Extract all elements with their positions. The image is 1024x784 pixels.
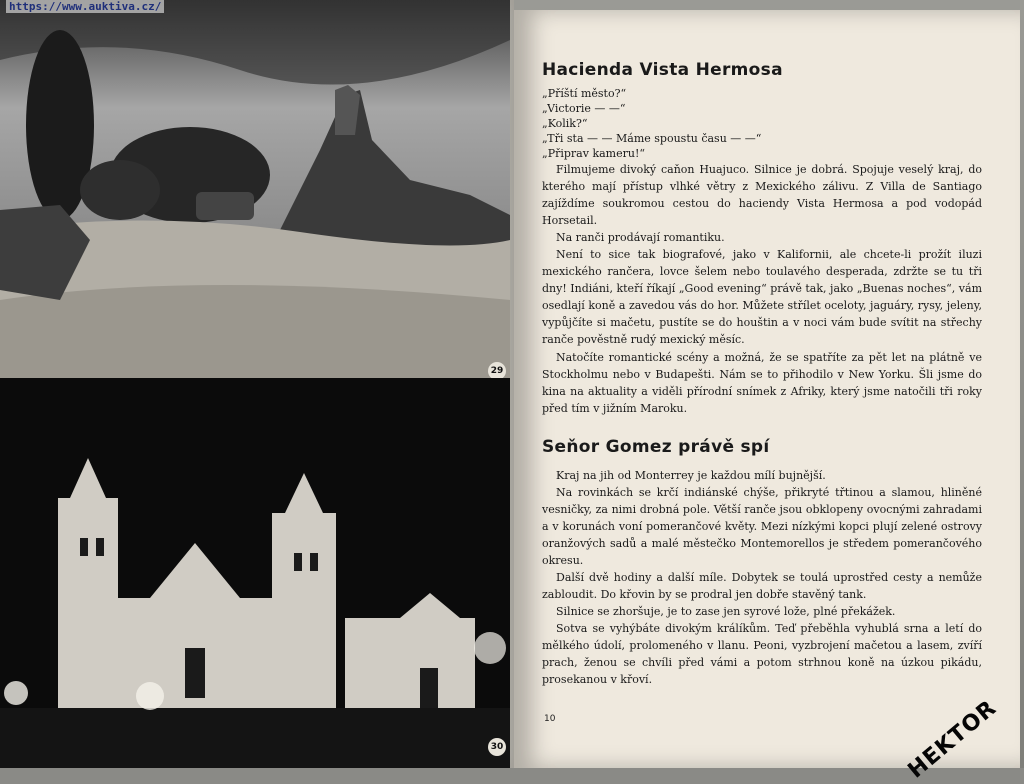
paragraph: Silnice se zhoršuje, je to zase jen syrové lože, plné překážek. [556, 605, 896, 619]
watermark-url: https://www.auktiva.cz/ [6, 0, 164, 13]
dialogue-line: „Příští město?“ [542, 87, 627, 100]
section-heading: Seňor Gomez právě spí [542, 436, 770, 457]
paragraph: Filmujeme divoký caňon Huajuco. Silnice je dobrá. Spojuje veselý kraj, do kterého mají přístup vlhké větry z Mexického zálivu. Z Villa de Santiago zajíždíme soukromou cestou do haciendy Vista Hermosa a pod vodopád Horsetail. [542, 163, 982, 228]
right-page [514, 10, 1020, 768]
dialogue-block [542, 86, 982, 161]
seller-stamp: HEKTOR [903, 695, 1002, 784]
paragraph: Na rovinkách se krčí indiánské chýše, přikryté třtinou a slamou, hliněné vesničky, za nimi drobná pole. Větší ranče jsou obklopeny ovocnými zahradami a v korunách voní pomerančové květy. Mezi nízkými kopci plují zelené ostrovy oranžových sadů a malé městečko Montemorellos je středem pomerančového okresu. [542, 485, 982, 567]
dialogue-line: „Tři sta — — Máme spoustu času — —“ [542, 132, 762, 145]
paragraph: Sotva se vyhýbáte divokým králíkům. Teď přeběhla vyhublá srna a letí do mělkého údolí, prolomeného v llanu. Peoni, vyzbrojení mačetou a lasem, zvíří prach, ženou se chvíli před vámi a potom strhnou koně na úzkou pikádu, prosekanou v křoví. [542, 622, 982, 687]
page-number: 10 [544, 714, 556, 724]
paragraph: Na ranči prodávají romantiku. [556, 231, 725, 245]
photo-hillside [0, 0, 510, 388]
paragraph: Kraj na jih od Monterrey je každou mílí bujnější. [556, 468, 826, 482]
dialogue-line: „Kolik?“ [542, 117, 588, 130]
left-page [0, 0, 514, 768]
article-body [542, 60, 982, 688]
dialogue-line: „Victorie — —“ [542, 102, 626, 115]
paragraph: Není to sice tak biografové, jako v Kalifornii, ale chcete-li prožít iluzi mexického rančera, lovce šelem nebo toulavého desperada, zdržte se tu tři dny! Indiáni, kteří říkají „Good evening“ právě tak, jako „Buenas noches“, vám osedlají koně a zavedou vás do hor. Můžete střílet oceloty, jaguáry, rysy, jeleny, vypůjčíte si mačetu, pustíte se do houštin a v noci vám bude svítit na střechy ranče pověstně rudý mexický měsíc. [542, 248, 982, 347]
photo-cathedral-night [0, 378, 510, 768]
dialogue-line: „Připrav kameru!“ [542, 147, 645, 160]
section-heading: Hacienda Vista Hermosa [542, 60, 783, 80]
paragraph: Další dvě hodiny a další míle. Dobytek se toulá uprostřed cesty a nemůže zabloudit. Do křovin by se prodral jen dobře stavěný tank. [542, 570, 982, 602]
photo-number-badge: 29 [488, 362, 506, 380]
paragraph: Natočíte romantické scény a možná, že se spatříte za pět let na plátně ve Stockholmu nebo v Budapešti. Nám se to přihodilo v New Yorku. Šli jsme do kina na aktuality a viděli přírodní snímek z Afriky, který jsme natočili tři roky před tím v jižním Maroku. [542, 350, 982, 415]
photo-number-badge: 30 [488, 738, 506, 756]
